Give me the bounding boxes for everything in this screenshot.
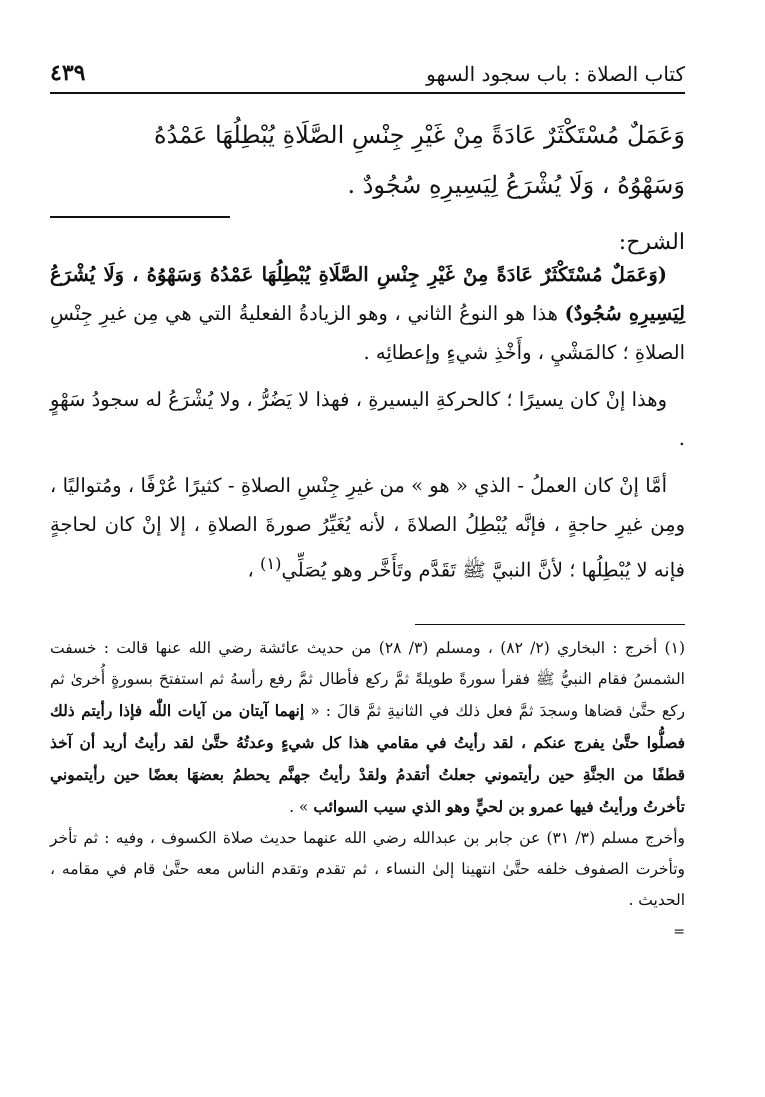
running-header: [50, 60, 685, 94]
footnote-1: [50, 633, 685, 823]
page-number: ٤٣٩: [50, 60, 86, 86]
sharh-paragraph-2: وهذا إنْ كان يسيرًا ؛ كالحركةِ اليسيرةِ ، فهذا لا يَضُرُّ ، ولا يُشْرَعُ له سجودُ سَهْوٍ .: [50, 388, 685, 450]
footnote-1-hadith: إنهما آيتان من آيات اللّٰه فإذا رأيتم ذلك فصلُّوا حتَّىٰ يفرج عنكم ، لقد رأيتُ في مقامي هذا كل شيءٍ وعدتُهُ حتَّىٰ لقد رأيتُ أريد أن آخذ قطفًا من الجنَّةِ حين رأيتموني جعلتُ أتقدمُ ولقدْ رأيتُ جهنَّم يحطمُ بعضهَا بعضًا حين رأيتموني تأخرتُ ورأيتُ فيها عمرو بن لحيٍّ وهو الذي سيب السوائب: [50, 700, 685, 816]
sharh-paragraph-1: [50, 255, 685, 372]
footnote-divider: [415, 624, 685, 625]
sharh-paragraph-3-text: أمَّا إنْ كان العملُ - الذي « هو » من غيرِ جِنْسِ الصلاةِ - كثيرًا عُرْفًا ، ومُتواليًا ، ومِن غيرِ حاجةٍ ، فإنَّه يُبْطِلُ الصلاةَ ، لأنه يُغَيِّرُ صورةَ الصلاةِ ، إلا إنْ كان لحاجةٍ فإنه لا يُبْطِلُها ؛ لأنَّ النبيَّ ﷺ تَقَدَّم وتَأَخَّر وهو يُصَلِّي: [50, 474, 685, 582]
sharh-paragraph-3-end: ،: [247, 558, 261, 582]
continuation-mark-text: =: [673, 923, 685, 940]
header-title: كتاب الصلاة : باب سجود السهو: [426, 62, 685, 86]
continuation-mark: [50, 916, 685, 948]
matn-line-1: وَعَمَلٌ مُسْتَكْثَرٌ عَادَةً مِنْ غَيْرِ جِنْسِ الصَّلَاةِ يُبْطِلُهَا عَمْدُهُ: [154, 121, 685, 149]
footnotes: [50, 633, 685, 948]
sharh-heading: الشرح:: [618, 230, 685, 255]
matn-line-2: وَسَهْوُهُ ، وَلَا يُشْرَعُ لِيَسِيرِهِ سُجُودٌ .: [347, 171, 685, 199]
quoted-matn: (وَعَمَلٌ مُسْتَكْثَرٌ عَادَةً مِنْ غَيْرِ جِنْسِ الصَّلَاةِ يُبْطِلُهَا عَمْدُهُ وَسَهْوُهُ ، وَلَا يُشْرَعُ لِيَسِيرِهِ سُجُودٌ): [50, 263, 686, 325]
book-page: [50, 60, 685, 948]
footnote-2: وأخرج مسلم (٣/ ٣١) عن جابر بن عبدالله رضي الله عنهما حديث صلاة الكسوف ، وفيه : ثم تأخر وتأخرت الصفوف خلفه حتَّىٰ انتهينا إلىٰ النساء ، ثم تقدم وتقدم الناس معه حتَّىٰ قام في مقامه ، الحديث .: [50, 828, 685, 909]
sharh-body: [50, 255, 685, 590]
sharh-paragraph-3: [50, 466, 685, 590]
matn-divider: [50, 216, 230, 218]
footnote-1-end: » .: [289, 797, 314, 816]
matn-text: [50, 110, 685, 210]
sharh-paragraph-1-text: هذا هو النوعُ الثاني ، وهو الزيادةُ الفعليةُ التي هي مِن غيرِ جِنْسِ الصلاةِ ؛ كالمَشْيِ ، وأَخْذِ شيءٍ وإعطائِه .: [50, 302, 685, 364]
footnote-reference[interactable]: (١): [260, 554, 282, 573]
footnote-1-intro: (١) أخرج : البخاري (٢/ ٨٢) ، ومسلم (٣/ ٢٨) من حديث عائشة رضي الله عنها قالت : خسفت الشمسُ فقام النبيُّ ﷺ فقرأ سورةً طويلةً ثمَّ ركع فأطال ثمَّ رفع رأسهُ ثم استفتحَ بسورةٍ أُخرىٰ ثم ركع حتَّىٰ قضاها وسجدَ ثمَّ فعل ذلك في الثانيةِ ثمَّ قالَ : «: [50, 638, 685, 720]
